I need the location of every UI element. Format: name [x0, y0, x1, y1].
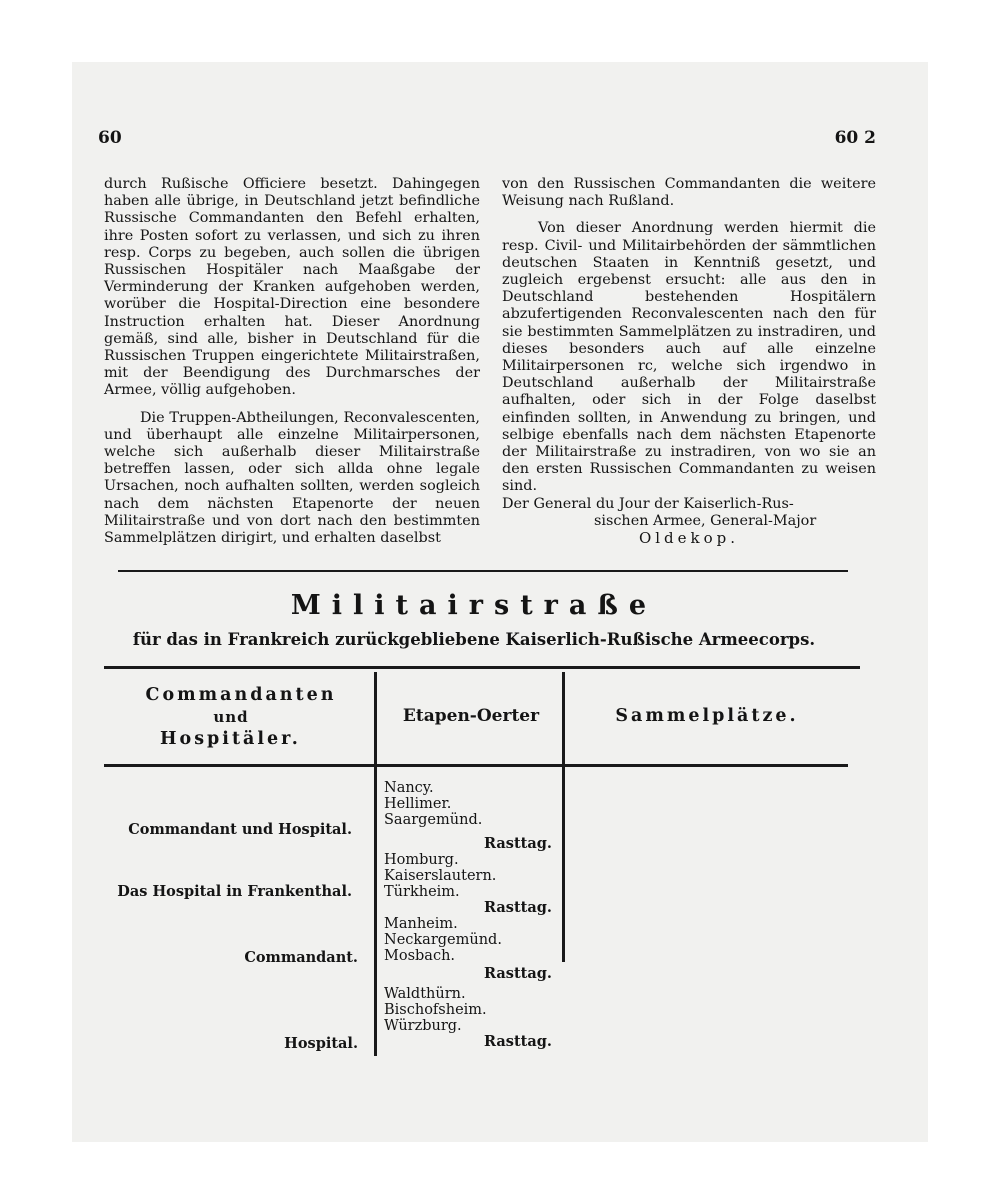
- rest-day-label: Rasttag.: [484, 965, 552, 982]
- place-name: Würzburg.: [384, 1018, 462, 1034]
- table-top-rule: [104, 666, 860, 669]
- place-name: Hellimer.: [384, 796, 452, 812]
- place-name: Türkheim.: [384, 884, 460, 900]
- right-text-column: [502, 176, 876, 547]
- header-etapen-orte: Etapen-Oerter: [402, 706, 540, 726]
- table-column-divider-2: [562, 672, 565, 962]
- section-rule: [118, 570, 848, 572]
- page-header: [98, 128, 876, 152]
- commandant-label: Das Hospital in Frankenthal.: [117, 883, 352, 900]
- left-text-column: [104, 176, 480, 547]
- right-paragraph-2: Von dieser Anordnung werden hiermit die resp. Civil- und Militairbehörden der sämmtlichen deutschen Staaten in Kenntniß gesetzt, und zugleich ergebenst ersucht: alle aus den in Deutschland bestehenden Hospitälern abzufertigenden Reconvalescenten nach den für sie bestimmten Sammelplätzen zu instradiren, und dieses besonders auch auf alle einzelne Militairpersonen rc, welche sich irgendwo in Deutschland außerhalb der Militairstraße aufhalten, oder sich in der Folge daselbst einfinden sollten, in Anwendung zu bringen, und selbige ebenfalls nach dem nächsten Etapenorte der Militairstraße zu instradiren, von wo sie an den ersten Russischen Commandanten zu weisen sind.: [502, 220, 876, 495]
- place-name: Kaiserslautern.: [384, 868, 497, 884]
- table-title: Militairstraße: [290, 590, 658, 621]
- header-col1-line2: und: [213, 708, 249, 726]
- left-paragraph-1: durch Rußische Officiere besetzt. Dahingegen haben alle übrige, in Deutschland jetzt befindliche Russische Commandanten den Befehl erhalten, ihre Posten sofort zu verlassen, und sich zu ihren resp. Corps zu begeben, auch sollen die übrigen Russischen Hospitäler nach Maaßgabe der Verminderung der Kranken aufgehoben werden, worüber die Hospital-Direction eine besondere Instruction erhalten hat. Dieser Anordnung gemäß, sind alle, bisher in Deutschland für die Russischen Truppen eingerichtete Militairstraßen, mit der Beendigung des Durchmarsches der Armee, völlig aufgehoben.: [104, 176, 480, 399]
- right-paragraph-1: von den Russischen Commandanten die weitere Weisung nach Rußland.: [502, 176, 876, 210]
- commandant-label: Hospital.: [284, 1035, 358, 1052]
- header-commandants-hospitals: [108, 684, 374, 750]
- table-header-rule: [104, 764, 848, 767]
- rest-day-label: Rasttag.: [484, 899, 552, 916]
- place-name: Homburg.: [384, 852, 459, 868]
- place-name: Mosbach.: [384, 948, 456, 964]
- rest-day-label: Rasttag.: [484, 1033, 552, 1050]
- rest-day-label: Rasttag.: [484, 835, 552, 852]
- place-list: [384, 780, 482, 828]
- header-col1-line3: Hospitäler.: [160, 729, 301, 749]
- commandant-label: Commandant und Hospital.: [128, 821, 352, 838]
- place-name: Neckargemünd.: [384, 932, 502, 948]
- header-sammelplaetze: Sammelplätze.: [615, 706, 799, 726]
- header-col1-line1: Commandanten: [145, 685, 337, 705]
- place-list: [384, 852, 496, 900]
- place-name: Saargemünd.: [384, 812, 483, 828]
- place-list: [384, 916, 502, 964]
- page-number-left: 60: [98, 128, 122, 148]
- signature-title-line-2: sischen Armee, General-Major: [594, 512, 817, 529]
- place-name: Manheim.: [384, 916, 458, 932]
- table-subtitle: für das in Frankreich zurückgebliebene Kaiserlich-Rußische Armeecorps.: [132, 630, 816, 649]
- place-list: [384, 986, 487, 1034]
- signature-title-line-1: Der General du Jour der Kaiserlich-Rus-: [502, 495, 794, 512]
- place-name: Bischofsheim.: [384, 1002, 487, 1018]
- signer-name: Oldekop.: [638, 529, 740, 548]
- commandant-label: Commandant.: [244, 949, 358, 966]
- table-column-divider-1: [374, 672, 377, 1056]
- place-name: Nancy.: [384, 780, 434, 796]
- left-paragraph-2: Die Truppen-Abtheilungen, Reconvalescenten, und überhaupt alle einzelne Militairpersonen, welche sich außerhalb dieser Militairstraße betreffen lassen, oder sich allda ohne legale Ursachen, noch aufhalten sollten, werden sogleich nach dem nächsten Etapenorte der neuen Militairstraße und von dort nach den bestimmten Sammelplätzen dirigirt, und erhalten daselbst: [104, 409, 480, 547]
- place-name: Waldthürn.: [384, 986, 466, 1002]
- page-number-right: 60 2: [834, 128, 876, 148]
